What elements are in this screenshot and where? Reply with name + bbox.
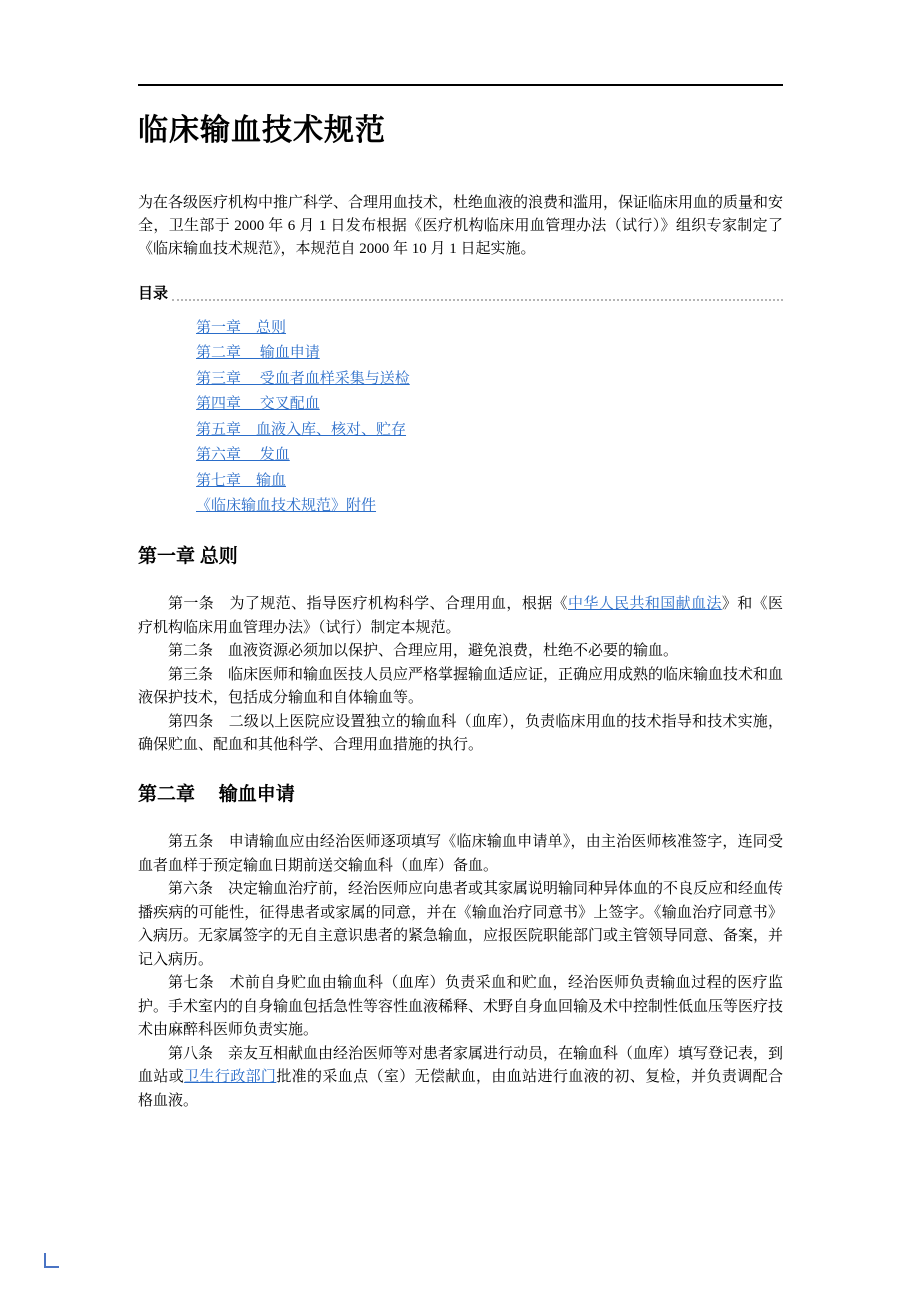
- toc-list: [138, 316, 783, 520]
- article-6-paragraph: 第六条 决定输血治疗前，经治医师应向患者或其家属说明输同种异体血的不良反应和经血传播疾病的可能性，征得患者或家属的同意，并在《输血治疗同意书》上签字。《输血治疗同意书》入病历。无家属签字的无自主意识患者的紧急输血，应报医院职能部门或主管领导同意、备案，并记入病历。: [138, 881, 784, 968]
- article-4-paragraph: 第四条 二级以上医院应设置独立的输血科（血库），负责临床用血的技术指导和技术实施，确保贮血、配血和其他科学、合理用血措施的执行。: [138, 713, 783, 754]
- top-rule: [138, 84, 783, 86]
- toc-link-chapter-6[interactable]: 第六章 发血: [196, 447, 290, 463]
- donation-law-link[interactable]: 中华人民共和国献血法: [567, 596, 722, 613]
- chapter-2-heading: 第二章 输血申请: [138, 783, 295, 805]
- article-1-text-pre: 第一条 为了规范、指导医疗机构科学、合理用血，根据《: [168, 596, 568, 613]
- article-8-text-post: 批准的采血点（室）无偿献血，由血站进行血液的初、复检，并负责调配合格血液。: [138, 1069, 783, 1109]
- toc-dotted-line: [172, 299, 783, 301]
- article-1-text-post: 》和《医疗机构临床用血管理办法》（试行）制定本规范。: [138, 596, 783, 636]
- page-boundary-corner-mark: [44, 1253, 59, 1268]
- toc-link-appendix[interactable]: 《临床输血技术规范》附件: [196, 498, 377, 514]
- article-7-paragraph: 第七条 术前自身贮血由输血科（血库）负责采血和贮血，经治医师负责输血过程的医疗监护。手术室内的自身输血包括急性等容性血液稀释、术野自身血回输及术中控制性低血压等医疗技术由麻醉科医师负责实施。: [138, 975, 784, 1039]
- toc-link-chapter-1[interactable]: 第一章 总则: [196, 319, 287, 336]
- article-8-paragraph: [138, 1043, 783, 1114]
- toc-label: 目录: [138, 285, 169, 302]
- toc-link-chapter-3[interactable]: 第三章 受血者血样采集与送检: [196, 370, 410, 387]
- page-title: 临床输血技术规范: [138, 114, 386, 147]
- article-3-paragraph: 第三条 临床医师和输血医技人员应严格掌握输血适应证，正确应用成熟的临床输血技术和血液保护技术，包括成分输血和自体输血等。: [138, 666, 784, 707]
- intro-paragraph: 为在各级医疗机构中推广科学、合理用血技术，杜绝血液的浪费和滥用，保证临床用血的质量和安全，卫生部于 2000 年 6 月 1 日发布根据《医疗机构临床用血管理办法（试行）》组织专家制定了《临床输血技术规范》，本规范自 2000 年 10 月 1 日起实施。: [138, 194, 784, 257]
- chapter-1-heading: 第一章 总则: [138, 545, 238, 567]
- article-1-paragraph: [138, 593, 783, 640]
- toc-link-chapter-4[interactable]: 第四章 交叉配血: [196, 396, 320, 412]
- article-2-paragraph: 第二条 血液资源必须加以保护、合理应用，避免浪费，杜绝不必要的输血。: [168, 643, 679, 660]
- toc-link-chapter-7[interactable]: 第七章 输血: [196, 472, 287, 489]
- toc-header: [138, 284, 783, 305]
- article-8-text-pre: 第八条 亲友互相献血由经治医师等对患者家属进行动员，在输血科（血库）填写登记表，到血站或: [138, 1045, 784, 1086]
- article-5-paragraph: 第五条 申请输血应由经治医师逐项填写《临床输血申请单》，由主治医师核准签字，连同受血者血样于预定输血日期前送交输血科（血库）备血。: [138, 834, 783, 874]
- toc-link-chapter-5[interactable]: 第五章 血液入库、核对、贮存: [196, 421, 407, 438]
- toc-link-chapter-2[interactable]: 第二章 输血申请: [196, 345, 320, 361]
- health-admin-dept-link[interactable]: 卫生行政部门: [184, 1069, 277, 1086]
